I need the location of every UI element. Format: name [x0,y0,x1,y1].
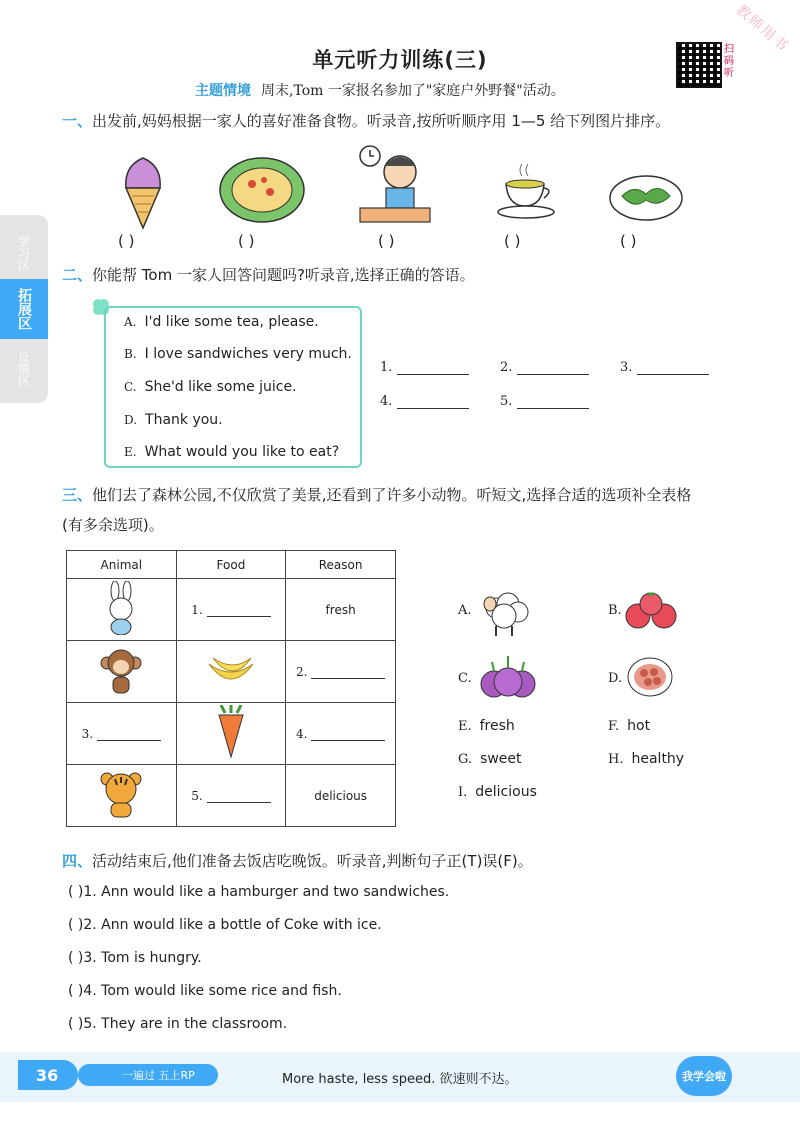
tf-item-2[interactable]: ( )2. Ann would like a bottle of Coke with ice. [68,917,382,933]
section-4-instruction [62,850,533,872]
meat-dish-icon [626,656,674,702]
answer-paren-4[interactable]: ( ) [504,232,521,250]
choice-letter: A. [458,603,472,618]
answer-paren-5[interactable]: ( ) [620,232,637,250]
reason-cell: fresh [286,579,396,641]
section-2-text: 你能帮 Tom 一家人回答问题吗?听录音,选择正确的答语。 [92,266,475,284]
section-3-text: 他们去了森林公园,不仅欣赏了美景,还看到了许多小动物。听短文,选择合适的选项补全表格 [92,486,692,504]
choice-letter: D. [608,671,623,686]
onions-icon [478,654,540,706]
section-4-text: 活动结束后,他们准备去饭店吃晚饭。听录音,判断句子正(T)误(F)。 [92,852,533,870]
reason-cell: delicious [286,765,396,827]
food-answer-5[interactable] [176,765,286,827]
qr-code-icon[interactable] [676,42,722,88]
answer-1[interactable] [380,360,469,375]
tf-item-1[interactable]: ( )1. Ann would like a hamburger and two sandwiches. [68,884,450,900]
answer-paren-2[interactable]: ( ) [238,232,255,250]
table-row [67,641,396,703]
sheep-icon [478,584,532,642]
tf-item-3[interactable]: ( )3. Tom is hungry. [68,950,202,966]
page-number: 36 [18,1060,78,1090]
blank-label: 5. [191,788,203,803]
blank-label: 1. [191,602,203,617]
choice-g [458,751,522,767]
options-box [104,306,362,468]
choice-letter: I. [458,785,468,800]
teacher-book-label: 教师用书 [732,2,793,56]
section-3-instruction [62,484,691,506]
animal-answer-3[interactable] [67,703,177,765]
tab-study[interactable]: 学习区 [16,235,31,271]
learned-badge[interactable]: 我学会啦 [676,1056,732,1096]
spaghetti-icon [218,152,306,224]
section-2-instruction [62,264,475,286]
monkey-icon [67,641,177,703]
motto-english: More haste, less speed. [282,1072,436,1087]
option-a [124,314,319,330]
choice-c [458,670,480,686]
option-text: What would you like to eat? [144,444,340,460]
reason-answer-4[interactable] [286,703,396,765]
option-letter: D. [124,413,138,427]
option-letter: B. [124,347,137,361]
animal-table [66,550,396,827]
tf-item-5[interactable]: ( )5. They are in the classroom. [68,1016,288,1032]
choice-e [458,718,515,734]
blank-label: 2. [295,664,308,679]
choice-text: sweet [480,751,522,767]
option-e [124,444,339,460]
boy-eating-icon [356,144,432,228]
ice-cream-icon [118,152,168,230]
table-row [67,579,396,641]
choice-letter: H. [608,752,624,767]
food-answer-1[interactable] [176,579,286,641]
section-3-instruction-2: (有多余选项)。 [62,516,164,534]
tomatoes-icon [624,590,682,636]
option-text: Thank you. [145,412,223,428]
choice-letter: B. [608,603,622,618]
option-letter: E. [124,445,137,459]
section-1-number: 一、 [62,112,93,130]
option-letter: C. [124,380,137,394]
theme-text: 周末,Tom 一家报名参加了"家庭户外野餐"活动。 [261,83,565,99]
answer-3[interactable] [620,360,709,375]
header-food: Food [176,551,286,579]
header-reason: Reason [286,551,396,579]
choice-text: delicious [475,784,537,800]
bananas-icon [176,641,286,703]
table-row [67,765,396,827]
choice-i [458,784,537,800]
answer-paren-3[interactable]: ( ) [378,232,395,250]
blank-label: 4. [295,726,308,741]
section-3-number: 三、 [62,486,93,504]
choice-letter: E. [458,719,472,734]
page-title: 单元听力训练(三) [312,48,488,72]
answer-paren-1[interactable]: ( ) [118,232,135,250]
answer-label: 3. [620,360,633,375]
carrots-icon [176,703,286,765]
tiger-icon [67,765,177,827]
option-c [124,379,297,395]
answer-label: 5. [500,394,513,409]
reason-answer-2[interactable] [286,641,396,703]
vegetable-dish-icon [608,170,684,222]
tab-extension[interactable]: 拓展区 [0,279,48,339]
section-4-number: 四、 [62,852,93,870]
side-tabs [0,215,48,403]
choice-text: fresh [479,718,515,734]
brand-label: 一遍过 五上RP [78,1064,218,1086]
option-letter: A. [124,315,137,329]
option-d [124,412,223,428]
motto-chinese: 欲速则不达。 [439,1072,518,1087]
table-row [67,703,396,765]
section-1-instruction [62,110,670,132]
tf-item-4[interactable]: ( )4. Tom would like some rice and fish. [68,983,342,999]
choice-letter: C. [458,671,472,686]
section-1-text: 出发前,妈妈根据一家人的喜好准备食物。听录音,按所听顺序用 1—5 给下列图片排序。 [92,112,671,130]
answer-2[interactable] [500,360,589,375]
option-b [124,346,352,362]
blank-label: 3. [81,726,94,741]
answer-label: 2. [500,360,513,375]
tea-cup-icon [496,162,558,224]
choice-letter: F. [608,719,620,734]
qr-label: 扫码听 [724,44,734,79]
header-animal: Animal [67,551,177,579]
choice-text: hot [627,718,651,734]
theme-line [195,80,565,100]
answer-4[interactable] [380,394,469,409]
answer-5[interactable] [500,394,589,409]
choice-a [458,602,480,618]
option-text: I'd like some tea, please. [144,314,319,330]
option-text: I love sandwiches very much. [144,346,352,362]
theme-tag: 主题情境 [195,83,251,99]
motto [282,1068,518,1087]
rabbit-icon [67,579,177,641]
answer-label: 4. [380,394,393,409]
choice-letter: G. [458,752,473,767]
answer-label: 1. [380,360,393,375]
choice-f [608,718,650,734]
choice-text: healthy [631,751,685,767]
tab-feedback[interactable]: 反馈区 [16,351,31,387]
section-2-number: 二、 [62,266,93,284]
choice-h [608,751,684,767]
option-text: She'd like some juice. [144,379,297,395]
